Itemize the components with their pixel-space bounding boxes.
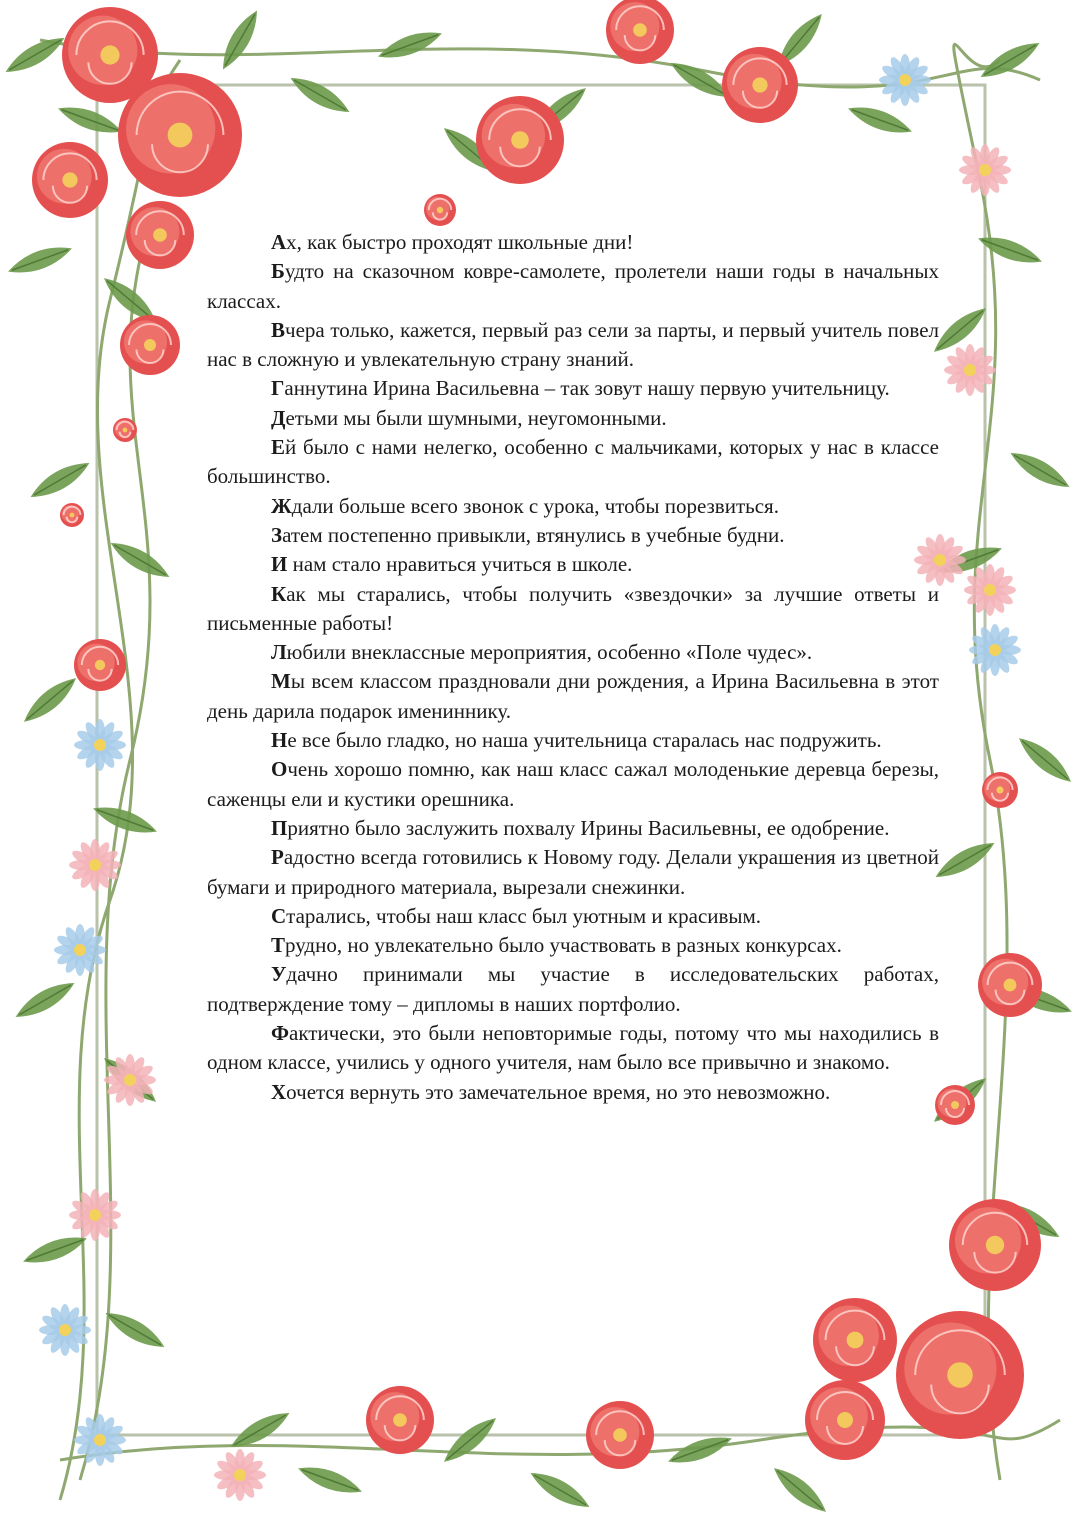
paragraph-text: х, как быстро проходят школьные дни! xyxy=(286,230,634,254)
paragraph-text: етьми мы были шумными, неугомонными. xyxy=(285,405,667,430)
paragraph-text: риятно было заслужить похвалу Ирины Васильевны, ее одобрение. xyxy=(287,815,890,840)
leaf-icon xyxy=(1006,445,1074,495)
paragraph xyxy=(207,726,939,755)
paragraph-initial: В xyxy=(271,317,286,342)
leaf-icon xyxy=(18,671,82,728)
paragraph-text: рудно, но увлекательно было участвовать в разных конкурсах. xyxy=(285,933,842,958)
paragraph xyxy=(207,638,939,667)
rose-icon xyxy=(813,1298,897,1382)
leaf-icon xyxy=(931,835,999,885)
leaf-icon xyxy=(295,1460,365,1500)
rose-icon xyxy=(32,142,108,218)
paragraph-text: аннутина Ирина Васильевна – так зовут нашу первую учительницу. xyxy=(284,376,890,401)
rose-icon xyxy=(805,1380,885,1460)
leaf-icon xyxy=(55,100,125,140)
paragraph xyxy=(207,404,939,433)
leaf-icon xyxy=(438,1411,502,1468)
paragraph-initial: С xyxy=(271,903,287,928)
paragraph xyxy=(207,902,939,931)
paragraph-initial: У xyxy=(271,962,287,987)
rose-icon xyxy=(74,639,126,691)
paragraph-text: дали больше всего звонок с урока, чтобы порезвиться. xyxy=(291,493,779,518)
leaf-icon xyxy=(768,1461,832,1518)
paragraph xyxy=(207,580,939,639)
paragraph-initial: Ф xyxy=(271,1021,290,1046)
paragraph-initial: Д xyxy=(271,405,286,430)
rose-icon xyxy=(722,47,798,123)
paragraph-text: дачно принимали мы участие в исследовательских работах, подтверждение тому – дипломы в наших портфолио. xyxy=(207,962,939,1016)
paragraph-text: удто на сказочном ковре-самолете, пролетели наши годы в начальных классах. xyxy=(207,259,939,313)
paragraph xyxy=(207,755,939,814)
rose-icon xyxy=(424,194,456,226)
paragraph-text: атем постепенно привыкли, втянулись в учебные будни. xyxy=(282,522,785,547)
leaf-icon xyxy=(215,6,265,74)
paragraph xyxy=(207,667,939,726)
rose-icon xyxy=(982,772,1018,808)
daisy-icon xyxy=(214,1449,266,1501)
paragraph-text: чера только, кажется, первый раз сели за парты, и первый учитель повел нас в сложную и увлекательную страну знаний. xyxy=(207,317,939,372)
leaf-icon xyxy=(106,535,174,585)
daisy-icon xyxy=(69,1189,121,1241)
paragraph-initial: Х xyxy=(271,1079,287,1104)
paragraph-text: й было с нами нелегко, особенно с мальчиками, которых у нас в классе большинство. xyxy=(207,435,939,489)
paragraph-text: нам стало нравиться учиться в школе. xyxy=(287,552,633,577)
paragraph-initial: И xyxy=(271,552,288,577)
leaf-icon xyxy=(11,975,79,1025)
rose-icon xyxy=(113,418,137,442)
rose-icon xyxy=(366,1386,434,1454)
leaf-icon xyxy=(20,1230,90,1270)
paragraph-initial: Л xyxy=(271,640,287,665)
paragraph-initial: К xyxy=(271,581,287,606)
leaf-icon xyxy=(5,240,75,280)
daisy-icon xyxy=(74,1414,126,1466)
paragraph-text: чень хорошо помню, как наш класс сажал молоденькие деревца березы, саженцы ели и кустики орешника. xyxy=(207,757,939,811)
rose-icon xyxy=(60,503,84,527)
letter-body xyxy=(207,228,939,1107)
paragraph-initial: Т xyxy=(271,933,286,958)
paragraph xyxy=(207,492,939,521)
paragraph xyxy=(207,550,939,579)
leaf-icon xyxy=(375,25,445,65)
rose-icon xyxy=(606,0,674,64)
paragraph xyxy=(207,1078,939,1107)
rose-icon xyxy=(126,201,194,269)
paragraph xyxy=(207,521,939,550)
paragraph-initial: Б xyxy=(271,259,285,284)
paragraph xyxy=(207,257,939,316)
rose-icon xyxy=(935,1085,975,1125)
daisy-icon xyxy=(74,719,126,771)
paragraph-initial: Е xyxy=(271,435,286,460)
paragraph-text: очется вернуть это замечательное время, но это невозможно. xyxy=(286,1079,831,1104)
paragraph-initial: Р xyxy=(271,845,284,870)
leaf-icon xyxy=(1013,731,1077,788)
leaf-icon xyxy=(90,800,160,840)
paragraph xyxy=(207,1019,939,1078)
paragraph-initial: О xyxy=(271,757,288,782)
rose-icon xyxy=(978,953,1042,1017)
rose-icon xyxy=(586,1401,654,1469)
paragraph-initial: М xyxy=(271,669,291,694)
rose-icon xyxy=(120,315,180,375)
daisy-icon xyxy=(944,344,996,396)
paragraph xyxy=(207,374,939,403)
paragraph-text: юбили внеклассные мероприятия, особенно «Поле чудес». xyxy=(286,640,813,665)
rose-icon xyxy=(118,73,242,197)
paragraph-text: актически, это были неповторимые годы, потому что мы находились в одном классе, учились у одного учителя, нам было все привычно и знакомо. xyxy=(207,1021,939,1075)
paragraph-text: ак мы старались, чтобы получить «звездочки» за лучшие ответы и письменные работы! xyxy=(207,581,939,635)
daisy-icon xyxy=(879,54,931,106)
rose-icon xyxy=(476,96,564,184)
leaf-icon xyxy=(26,455,94,505)
leaf-icon xyxy=(101,1305,169,1355)
rose-icon xyxy=(896,1311,1024,1439)
paragraph-initial: А xyxy=(271,230,287,254)
leaf-icon xyxy=(286,70,354,120)
paragraph-initial: Г xyxy=(271,376,285,401)
rose-icon xyxy=(949,1199,1041,1291)
paragraph xyxy=(207,843,939,902)
leaf-icon xyxy=(845,100,915,140)
paragraph-text: тарались, чтобы наш класс был уютным и красивым. xyxy=(286,903,762,928)
leaf-icon xyxy=(1,30,69,80)
paragraph xyxy=(207,316,939,375)
daisy-icon xyxy=(959,144,1011,196)
paragraph-text: ы всем классом праздновали дни рождения, а Ирина Васильевна в этот день дарила подарок имениннику. xyxy=(207,669,939,723)
daisy-icon xyxy=(964,564,1016,616)
leaf-icon xyxy=(526,1465,594,1515)
paragraph xyxy=(207,228,939,257)
paragraph-initial: Н xyxy=(271,728,288,753)
paragraph xyxy=(207,433,939,492)
paragraph-initial: П xyxy=(271,815,288,840)
paragraph-initial: З xyxy=(271,522,283,547)
paragraph xyxy=(207,931,939,960)
paragraph xyxy=(207,960,939,1019)
paragraph xyxy=(207,814,939,843)
paragraph-text: е все было гладко, но наша учительница старалась нас подружить. xyxy=(287,728,882,753)
paragraph-text: адостно всегда готовились к Новому году. Делали украшения из цветной бумаги и природного материала, вырезали снежинки. xyxy=(207,845,939,899)
paragraph-initial: Ж xyxy=(271,493,292,518)
